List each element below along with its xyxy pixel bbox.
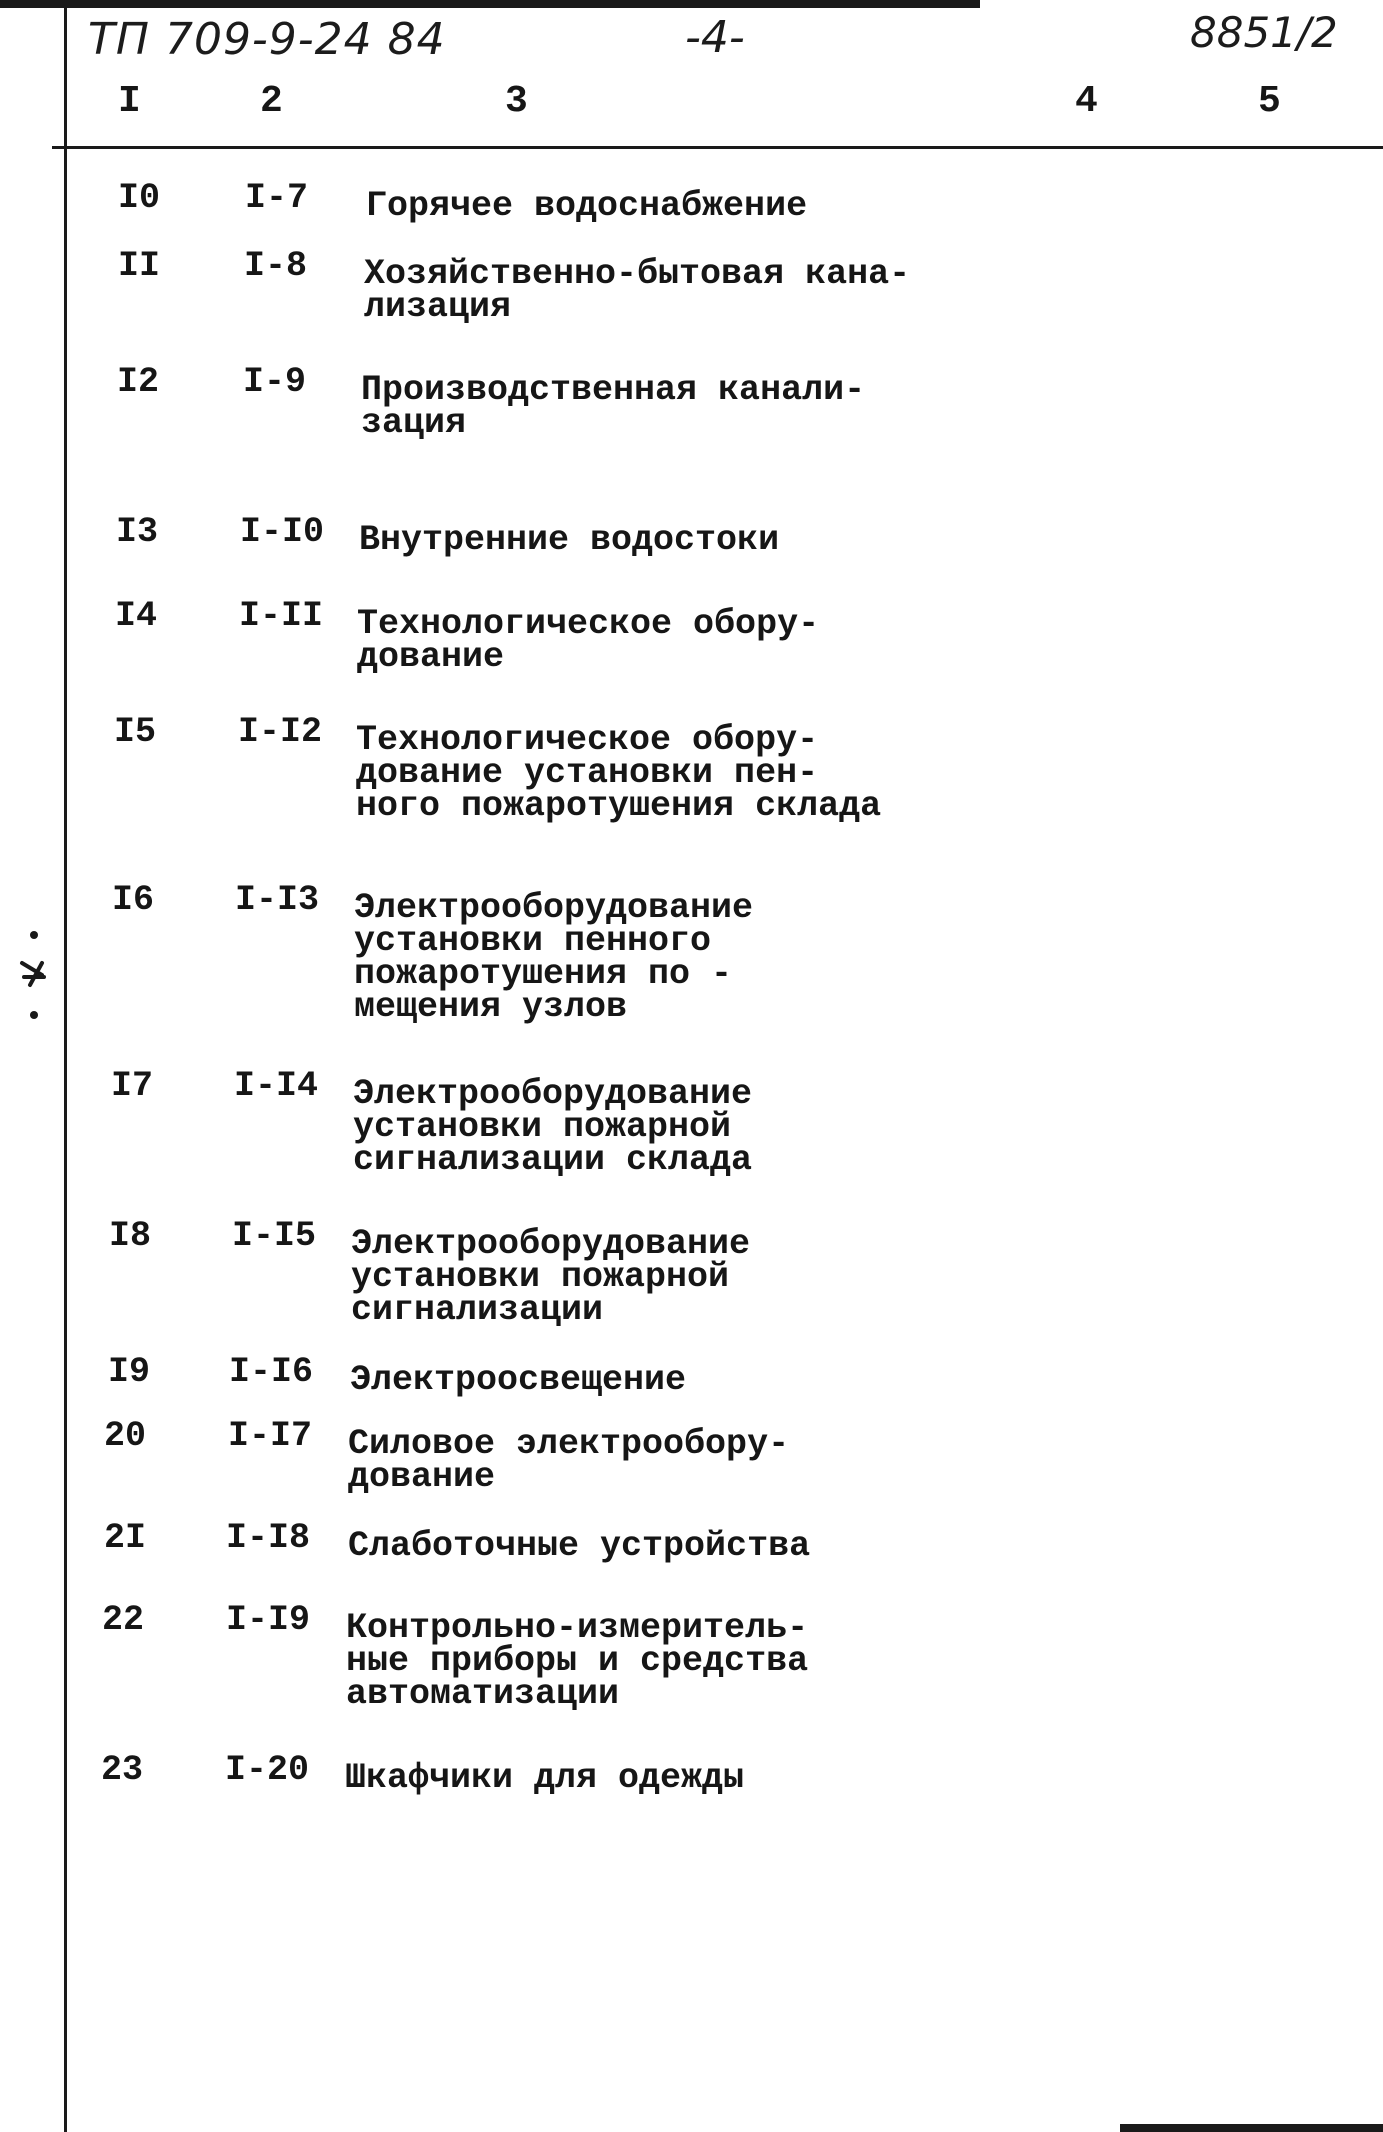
row-sheet: I-I3 bbox=[235, 880, 320, 920]
row-number: I4 bbox=[115, 596, 158, 636]
row-title: Горячее водоснабжение bbox=[366, 186, 808, 226]
row-sheet: I-9 bbox=[243, 362, 307, 402]
row-sheet: I-I8 bbox=[226, 1518, 311, 1558]
column-header-3: 3 bbox=[505, 80, 528, 123]
row-number: I7 bbox=[111, 1066, 154, 1106]
column-header-1: I bbox=[118, 80, 141, 123]
row-sheet: I-I9 bbox=[226, 1600, 311, 1640]
row-title: Производственная канали- зация bbox=[361, 370, 866, 443]
row-number: I9 bbox=[108, 1352, 151, 1392]
bottom-edge-bar bbox=[1120, 2124, 1383, 2132]
row-sheet: I-I7 bbox=[228, 1416, 313, 1456]
document-code: ТП 709-9-24 84 bbox=[88, 14, 446, 65]
row-sheet: I-I2 bbox=[238, 712, 323, 752]
row-title: Слаботочные устройства bbox=[348, 1526, 811, 1566]
row-sheet: I-20 bbox=[225, 1750, 310, 1790]
row-number: 20 bbox=[104, 1416, 147, 1456]
row-title: Контрольно-измеритель- ные приборы и средства автоматизации bbox=[346, 1608, 809, 1714]
left-margin-rule bbox=[64, 0, 67, 2132]
row-sheet: I-7 bbox=[245, 178, 309, 218]
row-number: I3 bbox=[116, 512, 159, 552]
row-title: Хозяйственно-бытовая кана- лизация bbox=[364, 254, 911, 327]
column-header-4: 4 bbox=[1075, 80, 1098, 123]
row-number: 22 bbox=[102, 1600, 145, 1640]
sheet-reference: 8851/2 bbox=[1190, 8, 1338, 57]
row-title: Шкафчики для одежды bbox=[345, 1758, 745, 1798]
row-sheet: I-I6 bbox=[229, 1352, 314, 1392]
row-sheet: I-8 bbox=[244, 246, 308, 286]
page-number: -4- bbox=[685, 12, 745, 63]
row-number: I2 bbox=[117, 362, 160, 402]
column-header-5: 5 bbox=[1258, 80, 1281, 123]
row-title: Электрооборудование установки пожарной сигнализации bbox=[351, 1224, 751, 1330]
row-number: II bbox=[118, 246, 161, 286]
row-number: 2I bbox=[104, 1518, 147, 1558]
row-title: Внутренние водостоки bbox=[359, 520, 780, 560]
row-number: 23 bbox=[101, 1750, 144, 1790]
row-title: Силовое электрообору- дование bbox=[348, 1424, 790, 1497]
row-number: I5 bbox=[114, 712, 157, 752]
row-sheet: I-I0 bbox=[240, 512, 325, 552]
column-header-2: 2 bbox=[260, 80, 283, 123]
row-sheet: I-I5 bbox=[232, 1216, 317, 1256]
row-sheet: I-I4 bbox=[234, 1066, 319, 1106]
header-underline bbox=[52, 146, 1383, 149]
row-number: I8 bbox=[109, 1216, 152, 1256]
top-edge-bar bbox=[0, 0, 980, 8]
margin-page-mark bbox=[12, 915, 52, 1035]
row-title: Электрооборудование установки пожарной сигнализации склада bbox=[353, 1074, 753, 1180]
row-number: I6 bbox=[112, 880, 155, 920]
row-sheet: I-II bbox=[239, 596, 324, 636]
row-title: Технологическое обору- дование установки пен- ного пожаротушения склада bbox=[356, 720, 882, 826]
row-title: Технологическое обору- дование bbox=[357, 604, 820, 677]
row-title: Электроосвещение bbox=[350, 1360, 687, 1400]
row-number: I0 bbox=[118, 178, 161, 218]
row-title: Электрооборудование установки пенного пожаротушения по - мещения узлов bbox=[354, 888, 754, 1027]
